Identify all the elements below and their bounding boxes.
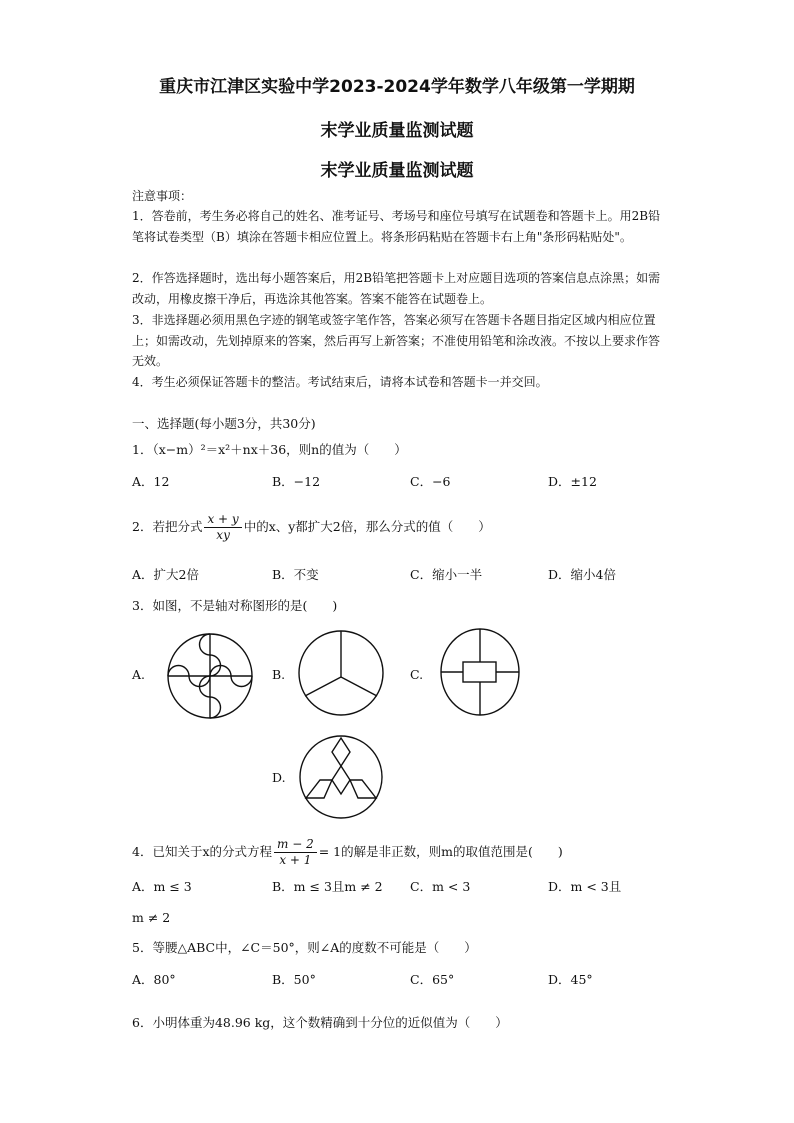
q5-option-d: D．45°: [548, 972, 593, 987]
q2-suffix: 中的x、y都扩大2倍，那么分式的值（ ）: [243, 519, 491, 534]
q4-option-b: B．m ≤ 3且m ≠ 2: [272, 879, 383, 894]
figure-b: [297, 628, 385, 718]
question-6-stem: 6．小明体重为48.96 kg，这个数精确到十分位的近似值为（ ）: [132, 1015, 508, 1030]
notes-heading: 注意事项：: [132, 189, 193, 203]
note-item-2: 2．作答选择题时，选出每小题答案后，用2B铅笔把答题卡上对应题目选项的答案信息点涂黑；如需改动，用橡皮擦干净后，再选涂其他答案。答案不能答在试题卷上。: [132, 271, 661, 306]
q3-label-c: C.: [410, 667, 424, 682]
figure-d: [298, 732, 384, 822]
note-item-3: 3．非选择题必须用黑色字迹的钢笔或签字笔作答，答案必须写在答题卡各题目指定区域内相应位置上；如需改动，先划掉原来的答案，然后再写上新答案；不准使用铅笔和涂改液。不按以上要求作答无效。: [132, 313, 661, 368]
q2-option-d: D．缩小4倍: [548, 567, 616, 582]
q3-label-d: D.: [272, 770, 286, 785]
q2-prefix: 2．若把分式: [132, 519, 203, 534]
q2-frac-numerator: x + y: [204, 512, 241, 528]
q3-label-b: B.: [272, 667, 286, 682]
q2-option-a: A．扩大2倍: [132, 567, 199, 582]
q2-fraction: [204, 512, 241, 543]
question-1-stem: 1．（x−m）²＝x²＋nx＋36，则n的值为（ ）: [132, 442, 407, 457]
q4-suffix: = 1的解是非正数，则m的取值范围是( ): [318, 844, 563, 859]
figure-c: [438, 626, 522, 718]
q2-frac-denominator: xy: [216, 528, 230, 542]
q4-option-d-continued: m ≠ 2: [132, 910, 171, 925]
q5-option-a: A．80°: [132, 972, 176, 987]
q2-option-b: B．不变: [272, 567, 319, 582]
q3-label-a: A.: [132, 667, 146, 682]
q4-fraction: [274, 837, 317, 868]
section-heading: 一、选择题(每小题3分，共30分): [132, 416, 316, 431]
page-title-line-3: 末学业质量监测试题: [320, 161, 474, 181]
q4-frac-denominator: x + 1: [279, 853, 312, 867]
q4-frac-numerator: m − 2: [274, 837, 317, 853]
q5-option-b: B．50°: [272, 972, 316, 987]
page-title-line-1: 重庆市江津区实验中学2023-2024学年数学八年级第一学期期: [159, 77, 635, 97]
q4-option-a: A．m ≤ 3: [132, 879, 192, 894]
q1-option-b: B．−12: [272, 474, 321, 489]
q1-option-d: D．±12: [548, 474, 597, 489]
question-5-stem: 5．等腰△ABC中，∠C＝50°，则∠A的度数不可能是（ ）: [132, 940, 477, 955]
q1-option-a: A．12: [132, 474, 170, 489]
note-item-4: 4．考生必须保证答题卡的整洁。考试结束后，请将本试卷和答题卡一并交回。: [132, 375, 548, 389]
q1-option-c: C．−6: [410, 474, 451, 489]
q2-option-c: C．缩小一半: [410, 567, 483, 582]
page-title-line-2: 末学业质量监测试题: [320, 121, 474, 141]
q4-option-c: C．m < 3: [410, 879, 471, 894]
question-4-stem: [132, 834, 563, 870]
figure-a: [166, 632, 254, 720]
q4-prefix: 4．已知关于x的分式方程: [132, 844, 273, 859]
q5-option-c: C．65°: [410, 972, 455, 987]
q4-option-d: D．m < 3且: [548, 879, 622, 894]
question-3-stem: 3．如图，不是轴对称图形的是( ): [132, 598, 338, 613]
note-item-1: 1．答卷前，考生务必将自己的姓名、准考证号、考场号和座位号填写在试题卷和答题卡上。用2B铅笔将试卷类型（B）填涂在答题卡相应位置上。将条形码粘贴在答题卡右上角"条形码粘贴处"。: [132, 209, 661, 244]
question-2-stem: [132, 509, 491, 545]
